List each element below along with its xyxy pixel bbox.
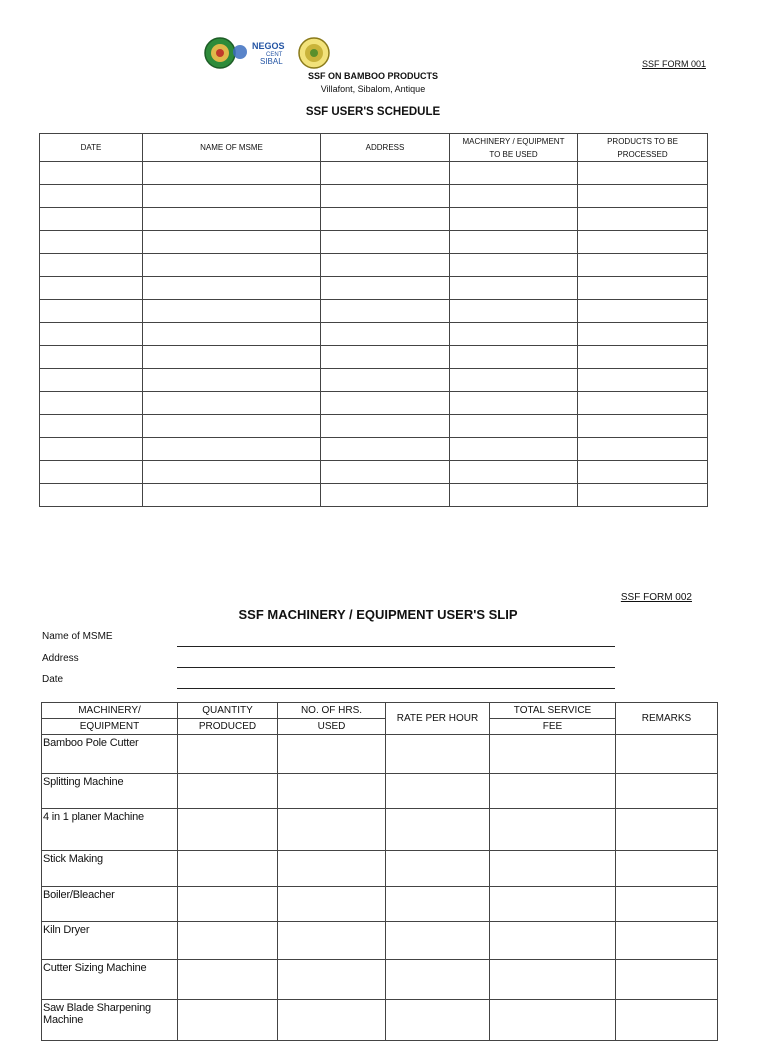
col-address: ADDRESS — [321, 134, 450, 162]
table-cell[interactable] — [321, 277, 450, 300]
machine-name: Boiler/Bleacher — [42, 887, 178, 922]
table-cell[interactable] — [321, 323, 450, 346]
table-row — [42, 960, 718, 1000]
table-cell[interactable] — [450, 484, 578, 507]
table-header-row — [42, 703, 718, 719]
table-cell[interactable] — [386, 1000, 490, 1041]
table-row — [40, 392, 708, 415]
table-cell[interactable] — [321, 438, 450, 461]
table-cell[interactable] — [578, 185, 708, 208]
table-cell[interactable] — [578, 415, 708, 438]
table-cell[interactable] — [616, 1000, 718, 1041]
table-cell[interactable] — [178, 851, 278, 887]
table-cell[interactable] — [450, 392, 578, 415]
table-cell[interactable] — [490, 960, 616, 1000]
table-cell[interactable] — [178, 922, 278, 960]
table-cell[interactable] — [321, 162, 450, 185]
table-cell[interactable] — [278, 960, 386, 1000]
table-cell[interactable] — [40, 231, 143, 254]
date-input-line[interactable] — [177, 688, 615, 689]
machine-name: 4 in 1 planer Machine — [42, 809, 178, 851]
table-cell[interactable] — [40, 323, 143, 346]
logos — [200, 36, 332, 70]
table-cell[interactable] — [40, 369, 143, 392]
table-cell[interactable] — [450, 185, 578, 208]
address-label: Address — [42, 653, 79, 664]
table-row — [40, 231, 708, 254]
table-cell[interactable] — [143, 415, 321, 438]
table-cell[interactable] — [616, 922, 718, 960]
table-cell[interactable] — [578, 438, 708, 461]
address-input-line[interactable] — [177, 667, 615, 668]
table-cell[interactable] — [143, 461, 321, 484]
table-cell[interactable] — [578, 231, 708, 254]
table-cell[interactable] — [490, 851, 616, 887]
table-cell[interactable] — [616, 735, 718, 774]
table-cell[interactable] — [490, 735, 616, 774]
table-cell[interactable] — [143, 185, 321, 208]
table-row — [42, 851, 718, 887]
table-cell[interactable] — [321, 208, 450, 231]
table-row — [40, 346, 708, 369]
table-cell[interactable] — [143, 254, 321, 277]
table-row — [42, 735, 718, 774]
table-row — [42, 922, 718, 960]
table-cell[interactable] — [450, 208, 578, 231]
table-cell[interactable] — [578, 277, 708, 300]
machine-name: Cutter Sizing Machine — [42, 960, 178, 1000]
table-row — [40, 300, 708, 323]
table-row — [40, 369, 708, 392]
table-cell[interactable] — [450, 369, 578, 392]
table-cell[interactable] — [278, 887, 386, 922]
table-cell[interactable] — [321, 231, 450, 254]
table-cell[interactable] — [386, 774, 490, 809]
table-cell[interactable] — [40, 415, 143, 438]
table-cell[interactable] — [450, 277, 578, 300]
table-row — [40, 208, 708, 231]
table-cell[interactable] — [278, 774, 386, 809]
table-cell[interactable] — [490, 1000, 616, 1041]
table-cell[interactable] — [386, 809, 490, 851]
table-row — [42, 887, 718, 922]
table-cell[interactable] — [321, 484, 450, 507]
table-cell[interactable] — [616, 887, 718, 922]
table-cell[interactable] — [278, 735, 386, 774]
table-cell[interactable] — [278, 809, 386, 851]
table-cell[interactable] — [40, 392, 143, 415]
date-label: Date — [42, 674, 64, 685]
table-cell[interactable] — [386, 887, 490, 922]
table-cell[interactable] — [178, 809, 278, 851]
table-cell[interactable] — [450, 231, 578, 254]
table-row — [42, 809, 718, 851]
table-cell[interactable] — [143, 484, 321, 507]
table-cell[interactable] — [40, 300, 143, 323]
table-cell[interactable] — [450, 438, 578, 461]
table-row — [40, 185, 708, 208]
col-machinery: MACHINERY / EQUIPMENT TO BE USED — [450, 134, 578, 162]
table-cell[interactable] — [40, 208, 143, 231]
table-row — [42, 1000, 718, 1041]
table-cell[interactable] — [40, 438, 143, 461]
table-cell[interactable] — [40, 346, 143, 369]
table-cell[interactable] — [386, 851, 490, 887]
table-cell[interactable] — [40, 277, 143, 300]
table-cell[interactable] — [143, 231, 321, 254]
table-cell[interactable] — [40, 461, 143, 484]
table-cell[interactable] — [40, 185, 143, 208]
table-row — [40, 254, 708, 277]
table-cell[interactable] — [321, 461, 450, 484]
table-cell[interactable] — [450, 415, 578, 438]
col-products: PRODUCTS TO BE PROCESSED — [578, 134, 708, 162]
table-cell[interactable] — [616, 960, 718, 1000]
table-cell[interactable] — [278, 922, 386, 960]
facility-location: Villafont, Sibalom, Antique — [320, 84, 426, 94]
col-hours-top: NO. OF HRS. — [278, 703, 386, 719]
table-cell[interactable] — [143, 162, 321, 185]
col-rate: RATE PER HOUR — [386, 703, 490, 735]
table-row — [40, 484, 708, 507]
col-quantity-bottom: PRODUCED — [178, 719, 278, 735]
table-cell[interactable] — [450, 346, 578, 369]
table-cell[interactable] — [616, 774, 718, 809]
machine-name: Stick Making — [42, 851, 178, 887]
table-cell[interactable] — [490, 887, 616, 922]
col-machinery-top: MACHINERY/ — [42, 703, 178, 719]
table-cell[interactable] — [143, 277, 321, 300]
table-row — [40, 277, 708, 300]
table-cell[interactable] — [143, 438, 321, 461]
table-cell[interactable] — [578, 300, 708, 323]
table-cell[interactable] — [143, 369, 321, 392]
table-row — [40, 438, 708, 461]
table-cell[interactable] — [143, 346, 321, 369]
table-cell[interactable] — [450, 461, 578, 484]
form-number-2: SSF FORM 002 — [620, 592, 692, 603]
table-cell[interactable] — [578, 208, 708, 231]
table-cell[interactable] — [178, 1000, 278, 1041]
machine-name: Bamboo Pole Cutter — [42, 735, 178, 774]
msme-input-line[interactable] — [177, 646, 615, 647]
user-schedule-table — [39, 133, 708, 507]
table-cell[interactable] — [40, 254, 143, 277]
table-cell[interactable] — [490, 922, 616, 960]
table-cell[interactable] — [386, 735, 490, 774]
table-cell[interactable] — [450, 254, 578, 277]
facility-name: SSF ON BAMBOO PRODUCTS — [307, 71, 438, 81]
table-cell[interactable] — [578, 461, 708, 484]
col-fee-top: TOTAL SERVICE — [490, 703, 616, 719]
svg-text:NEGOS: NEGOS — [252, 41, 285, 51]
col-hours-bottom: USED — [278, 719, 386, 735]
table-cell[interactable] — [616, 851, 718, 887]
table-cell[interactable] — [143, 300, 321, 323]
svg-text:CENT: CENT — [266, 52, 283, 58]
user-slip-table — [41, 702, 718, 1041]
table-cell[interactable] — [278, 851, 386, 887]
table-cell[interactable] — [450, 300, 578, 323]
table-header-row — [40, 134, 708, 162]
table-cell[interactable] — [578, 162, 708, 185]
table-cell[interactable] — [490, 809, 616, 851]
col-date: DATE — [40, 134, 143, 162]
table-cell[interactable] — [578, 346, 708, 369]
table-cell[interactable] — [178, 774, 278, 809]
table-row — [40, 415, 708, 438]
table-cell[interactable] — [321, 300, 450, 323]
seal-logos-icon — [200, 36, 332, 70]
table-cell[interactable] — [40, 484, 143, 507]
table-cell[interactable] — [321, 346, 450, 369]
table-cell[interactable] — [450, 323, 578, 346]
table-cell[interactable] — [578, 323, 708, 346]
table-cell[interactable] — [578, 392, 708, 415]
form-number: SSF FORM 001 — [641, 59, 706, 69]
col-quantity-top: QUANTITY — [178, 703, 278, 719]
machine-name: Splitting Machine — [42, 774, 178, 809]
table-cell[interactable] — [143, 208, 321, 231]
facility-header — [0, 70, 746, 96]
table-cell[interactable] — [321, 369, 450, 392]
table-cell[interactable] — [386, 960, 490, 1000]
table-cell[interactable] — [278, 1000, 386, 1041]
table-cell[interactable] — [178, 960, 278, 1000]
table-cell[interactable] — [321, 185, 450, 208]
table-cell[interactable] — [490, 774, 616, 809]
table-cell[interactable] — [450, 162, 578, 185]
machine-name: Kiln Dryer — [42, 922, 178, 960]
table-row — [40, 461, 708, 484]
msme-label: Name of MSME — [42, 631, 113, 642]
svg-text:SIBAL: SIBAL — [260, 57, 283, 66]
schedule-title: SSF USER'S SCHEDULE — [305, 106, 441, 118]
col-fee-bottom: FEE — [490, 719, 616, 735]
table-row — [42, 774, 718, 809]
table-cell[interactable] — [578, 369, 708, 392]
col-remarks: REMARKS — [616, 703, 718, 735]
table-cell[interactable] — [321, 254, 450, 277]
table-cell[interactable] — [143, 323, 321, 346]
table-cell[interactable] — [143, 392, 321, 415]
table-cell[interactable] — [40, 162, 143, 185]
table-cell[interactable] — [178, 735, 278, 774]
table-cell[interactable] — [321, 415, 450, 438]
table-cell[interactable] — [321, 392, 450, 415]
table-cell[interactable] — [578, 484, 708, 507]
machine-name: Saw Blade Sharpening Machine — [42, 1000, 178, 1041]
table-cell[interactable] — [578, 254, 708, 277]
table-cell[interactable] — [386, 922, 490, 960]
table-cell[interactable] — [178, 887, 278, 922]
col-name-of-msme: NAME OF MSME — [143, 134, 321, 162]
table-row — [40, 323, 708, 346]
col-machinery-bottom: EQUIPMENT — [42, 719, 178, 735]
table-row — [40, 162, 708, 185]
table-cell[interactable] — [616, 809, 718, 851]
slip-title: SSF MACHINERY / EQUIPMENT USER'S SLIP — [238, 607, 518, 622]
